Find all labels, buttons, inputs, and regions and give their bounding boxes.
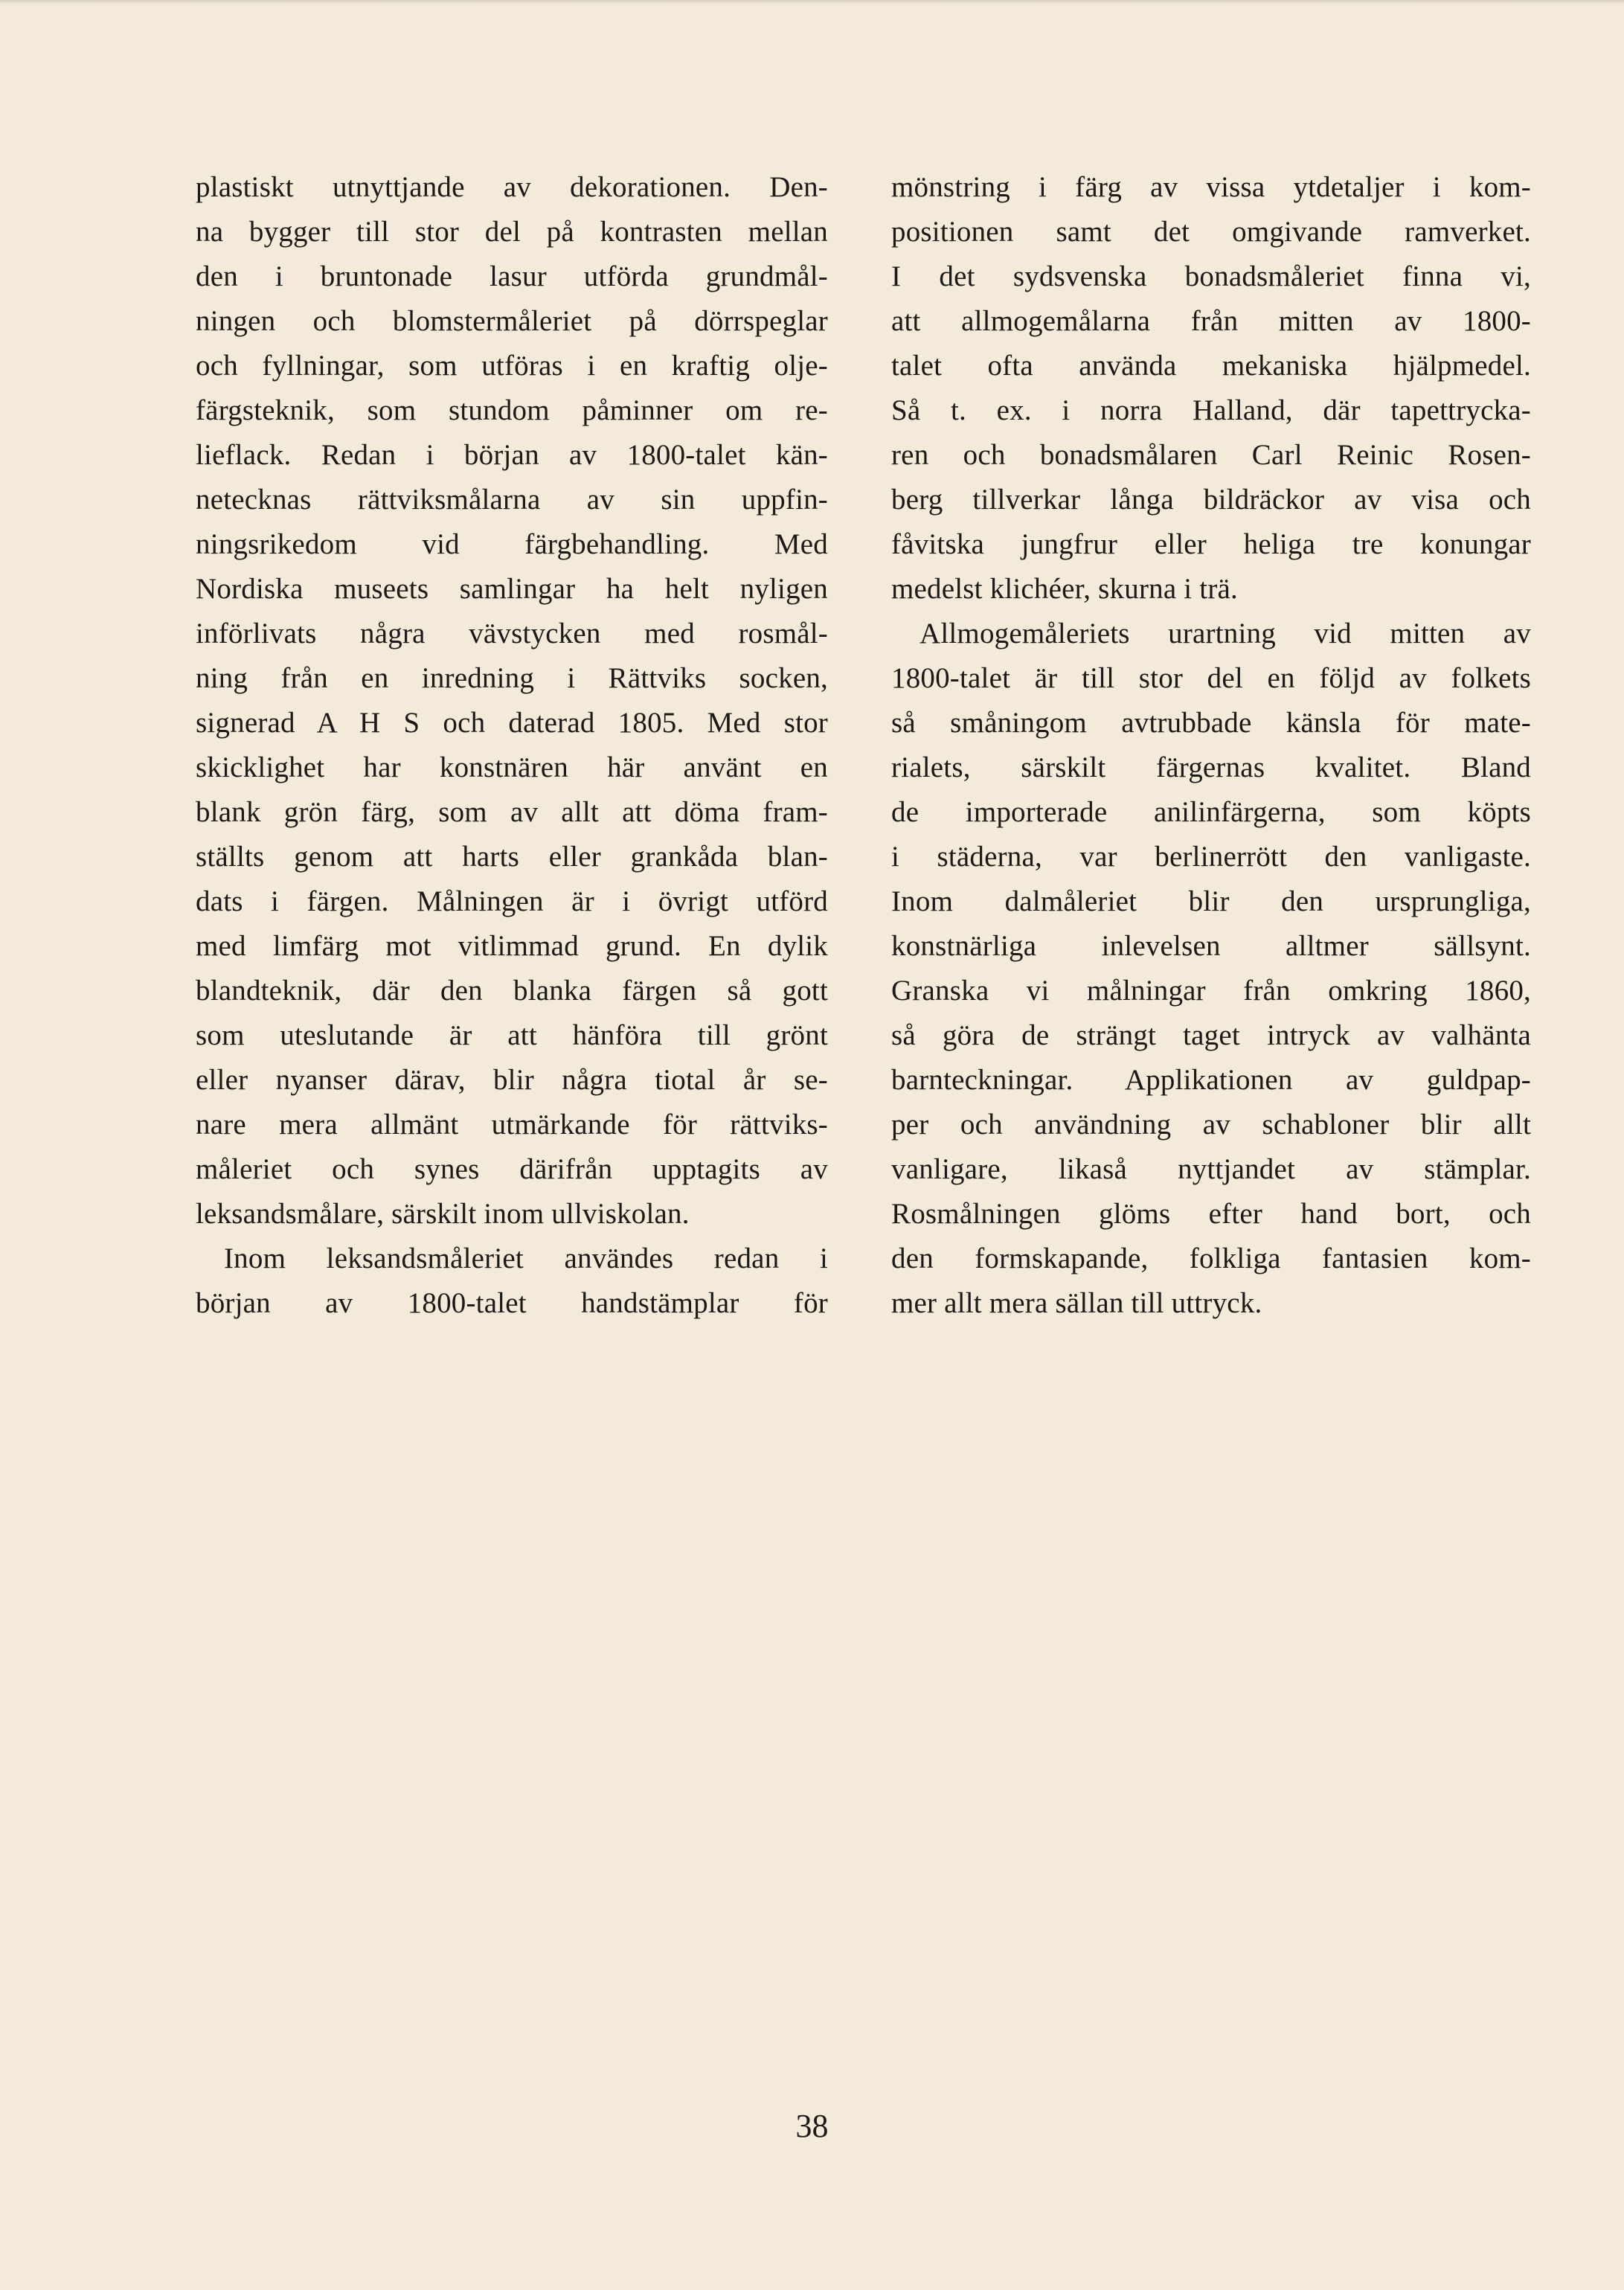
text-line: fåvitska jungfrur eller heliga tre konungar	[891, 528, 1531, 560]
text-line: 1800-talet är till stor del en följd av folkets	[891, 662, 1531, 694]
text-line: positionen samt det omgivande ramverket.	[891, 216, 1531, 248]
text-line: Nordiska museets samlingar ha helt nyligen	[196, 573, 828, 605]
text-line: per och användning av schabloner blir allt	[891, 1109, 1531, 1141]
text-line: signerad A H S och daterad 1805. Med stor	[196, 707, 828, 739]
text-line: ställts genom att harts eller grankåda blan-	[196, 841, 828, 873]
text-line: ren och bonadsmålaren Carl Reinic Rosen-	[891, 439, 1531, 471]
text-line: de importerade anilinfärgerna, som köpts	[891, 796, 1531, 828]
text-line: blandteknik, där den blanka färgen så gott	[196, 975, 828, 1007]
text-line: lieflack. Redan i början av 1800-talet kän-	[196, 439, 828, 471]
text-line: medelst klichéer, skurna i trä.	[891, 573, 1238, 605]
text-line: ning från en inredning i Rättviks socken,	[196, 662, 828, 694]
text-line: leksandsmålare, särskilt inom ullviskolan.	[196, 1198, 690, 1230]
text-line: nare mera allmänt utmärkande för rättviks-	[196, 1109, 828, 1141]
text-line: blank grön färg, som av allt att döma fram-	[196, 796, 828, 828]
text-line: rialets, särskilt färgernas kvalitet. Bland	[891, 751, 1531, 783]
text-line: plastiskt utnyttjande av dekorationen. Den-	[196, 171, 828, 203]
text-line: början av 1800-talet handstämplar för	[196, 1287, 828, 1319]
text-line: ningen och blomstermåleriet på dörrspeglar	[196, 305, 828, 337]
text-line: ningsrikedom vid färgbehandling. Med	[196, 528, 828, 560]
text-line: och fyllningar, som utföras i en kraftig olje-	[196, 350, 828, 382]
text-line: Rosmålningen glöms efter hand bort, och	[891, 1198, 1531, 1230]
page-top-edge	[0, 0, 1624, 4]
text-line: talet ofta använda mekaniska hjälpmedel.	[891, 350, 1531, 382]
text-line: med limfärg mot vitlimmad grund. En dylik	[196, 930, 828, 962]
text-line: netecknas rättviksmålarna av sin uppfin-	[196, 484, 828, 516]
text-line: skicklighet har konstnären här använt en	[196, 751, 828, 783]
text-line: så göra de strängt taget intryck av valhänta	[891, 1019, 1531, 1051]
text-line: Granska vi målningar från omkring 1860,	[891, 975, 1531, 1007]
text-line: dats i färgen. Målningen är i övrigt utförd	[196, 885, 828, 917]
text-line: konstnärliga inlevelsen alltmer sällsynt.	[891, 930, 1531, 962]
text-line: Så t. ex. i norra Halland, där tapettrycka-	[891, 394, 1531, 426]
text-line: I det sydsvenska bonadsmåleriet finna vi,	[891, 260, 1531, 292]
paragraph-start-line: Inom leksandsmåleriet användes redan i	[224, 1242, 828, 1274]
text-line: så småningom avtrubbade känsla för mate-	[891, 707, 1531, 739]
right-text-column	[891, 165, 1531, 1326]
text-line: den formskapande, folkliga fantasien kom-	[891, 1242, 1531, 1274]
text-line: den i bruntonade lasur utförda grundmål-	[196, 260, 828, 292]
text-line: som uteslutande är att hänföra till grönt	[196, 1019, 828, 1051]
text-line: måleriet och synes därifrån upptagits av	[196, 1153, 828, 1185]
text-line: Inom dalmåleriet blir den ursprungliga,	[891, 885, 1531, 917]
left-text-column	[196, 165, 828, 1326]
text-line: eller nyanser därav, blir några tiotal år se-	[196, 1064, 828, 1096]
text-line: vanligare, likaså nyttjandet av stämplar.	[891, 1153, 1531, 1185]
text-line: barnteckningar. Applikationen av guldpap-	[891, 1064, 1531, 1096]
text-line: i städerna, var berlinerrött den vanligaste.	[891, 841, 1531, 873]
text-line: färgsteknik, som stundom påminner om re-	[196, 394, 828, 426]
text-line: mer allt mera sällan till uttryck.	[891, 1287, 1262, 1319]
text-line: mönstring i färg av vissa ytdetaljer i kom-	[891, 171, 1531, 203]
text-line: na bygger till stor del på kontrasten mellan	[196, 216, 828, 248]
text-line: införlivats några vävstycken med rosmål-	[196, 618, 828, 650]
text-line: att allmogemålarna från mitten av 1800-	[891, 305, 1531, 337]
page-number: 38	[795, 2108, 829, 2144]
paragraph-start-line: Allmogemåleriets urartning vid mitten av	[919, 618, 1531, 650]
text-line: berg tillverkar långa bildräckor av visa och	[891, 484, 1531, 516]
